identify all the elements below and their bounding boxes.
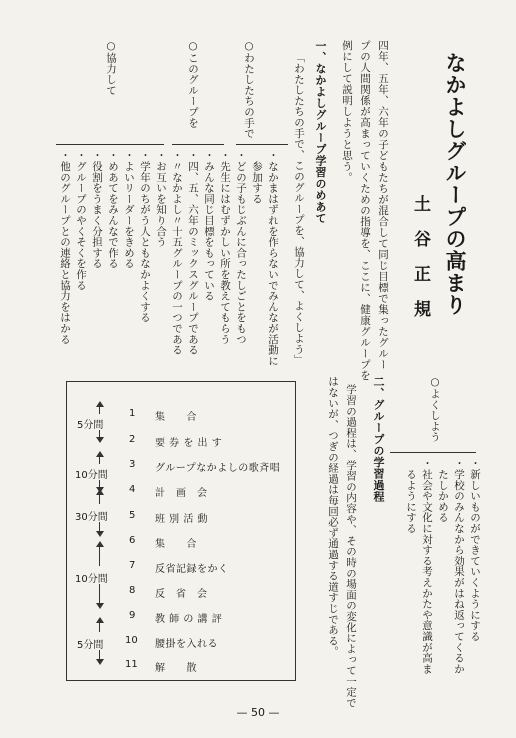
duration-arrow-down-icon <box>99 650 100 660</box>
step-label: 班 別 活 動 <box>155 514 209 525</box>
step-label: 集 合 <box>155 539 197 550</box>
group-item: ・先生にはむずかしい所を教えてもらう <box>219 150 231 345</box>
group-item: ・なかまはずれを作らないでみんなが活動に <box>267 150 279 366</box>
step-label: 反 省 会 <box>155 589 208 600</box>
duration-arrow-down-icon <box>99 480 100 488</box>
duration-label: 10分間 <box>75 470 108 481</box>
step-number: 1 <box>129 408 136 419</box>
page-title: なかよしグループの高まり <box>443 52 468 316</box>
group-label: ○わたしたちの手で <box>243 40 255 139</box>
step-number: 2 <box>129 434 136 445</box>
step-number: 7 <box>129 560 136 571</box>
group-item: ・〃なかよし〃十五グループの一つである <box>171 150 183 356</box>
step-number: 6 <box>129 535 136 546</box>
group-item: ・他のグループとの連絡と協力をはかる <box>59 150 71 345</box>
brace-line <box>390 452 476 453</box>
brace-line <box>172 144 224 145</box>
step-label: 計 画 会 <box>155 488 208 499</box>
group-item: ・学年のちがう人ともなかよくする <box>139 150 151 323</box>
step-number: 5 <box>129 510 136 521</box>
duration-arrow-up-icon <box>99 406 100 414</box>
group-item: たしかめる <box>437 458 449 523</box>
group-item: ・みんな同じ目標をもっている <box>203 150 215 302</box>
intro-line: 例にして説明しようと思う。 <box>341 40 353 183</box>
duration-arrow-down-icon <box>99 584 100 604</box>
duration-label: 5分間 <box>77 640 104 651</box>
duration-label: 30分間 <box>75 512 108 523</box>
step-number: 8 <box>129 585 136 596</box>
author-name: 土谷正規 <box>410 195 430 335</box>
duration-arrow-down-icon <box>99 430 100 438</box>
group-item: ・どの子もじぶんに合ったしごとをもつ <box>235 150 247 345</box>
step-number: 10 <box>125 635 138 646</box>
step-label: 要 券 を 出 す <box>155 438 223 449</box>
duration-label: 5分間 <box>77 420 104 431</box>
step-label: 教 師 の 講 評 <box>155 614 223 625</box>
duration-arrow-up-icon <box>99 546 100 566</box>
step-label: 集 合 <box>155 412 197 423</box>
group-item: ・学校のみんなから効果がはね返ってくるか <box>453 458 465 674</box>
group-item: ・よいリーダーをきめる <box>123 150 135 269</box>
step-number: 3 <box>129 459 136 470</box>
section2-body-line: はないが、つぎの経過は毎回必ず通過する道すじである。 <box>327 376 339 657</box>
step-number: 9 <box>129 610 136 621</box>
intro-line: 四年、五年、六年の子どもたちが混合して同じ目標で集ったグルー <box>377 40 389 370</box>
group-item: ・四、五、六年のミックスグループである <box>187 150 199 356</box>
section2-heading: 二、グループの学習過程 <box>372 376 385 503</box>
group-item: るようにする <box>405 458 417 534</box>
page-number: — 50 — <box>236 706 280 719</box>
section1-heading: 一、なかよしグループ学習のめあて <box>314 40 327 224</box>
group-item: ・グループのやくそくを作る <box>75 150 87 291</box>
step-label: グループなかよしの歌斉唱 <box>155 463 281 474</box>
section2-body-line: 学習の過程は、学習の内容や、その時の場面の変化によって一定で <box>345 384 357 708</box>
step-number: 11 <box>125 659 138 670</box>
step-label: 解 散 <box>155 663 197 674</box>
group-label: ○協力して <box>105 40 117 96</box>
duration-arrow-up-icon <box>99 456 100 464</box>
step-label: 腰掛を入れる <box>155 639 218 650</box>
duration-arrow-up-icon <box>99 622 100 632</box>
group-item: ・役割をうまく分担する <box>91 150 103 269</box>
section1-quote: 「わたしたちの手で、このグループを、協力して、よくしよう」 <box>293 52 305 366</box>
step-number: 4 <box>129 484 136 495</box>
duration-arrow-up-icon <box>99 494 100 504</box>
group-label: ○このグループを <box>187 40 199 128</box>
group-item: ・新しいものができていくようにする <box>469 458 481 642</box>
group-item: ・お互いを知り合う <box>155 150 167 248</box>
brace-line <box>56 144 164 145</box>
duration-arrow-down-icon <box>99 522 100 532</box>
schedule-table <box>66 381 296 681</box>
intro-line: プの人間関係が高まっていくための指導を、ここに、健康グループを <box>359 40 371 381</box>
group-item: ・社会や文化に対する考えかたや意識が高ま <box>421 458 433 674</box>
group-item: 参加する <box>251 150 263 204</box>
brace-line <box>236 144 288 145</box>
group-item: ・めあてをみんなで作る <box>107 150 119 269</box>
duration-label: 10分間 <box>75 574 108 585</box>
group-label: ○よくしよう <box>429 376 441 443</box>
step-label: 反省記録をかく <box>155 564 229 575</box>
